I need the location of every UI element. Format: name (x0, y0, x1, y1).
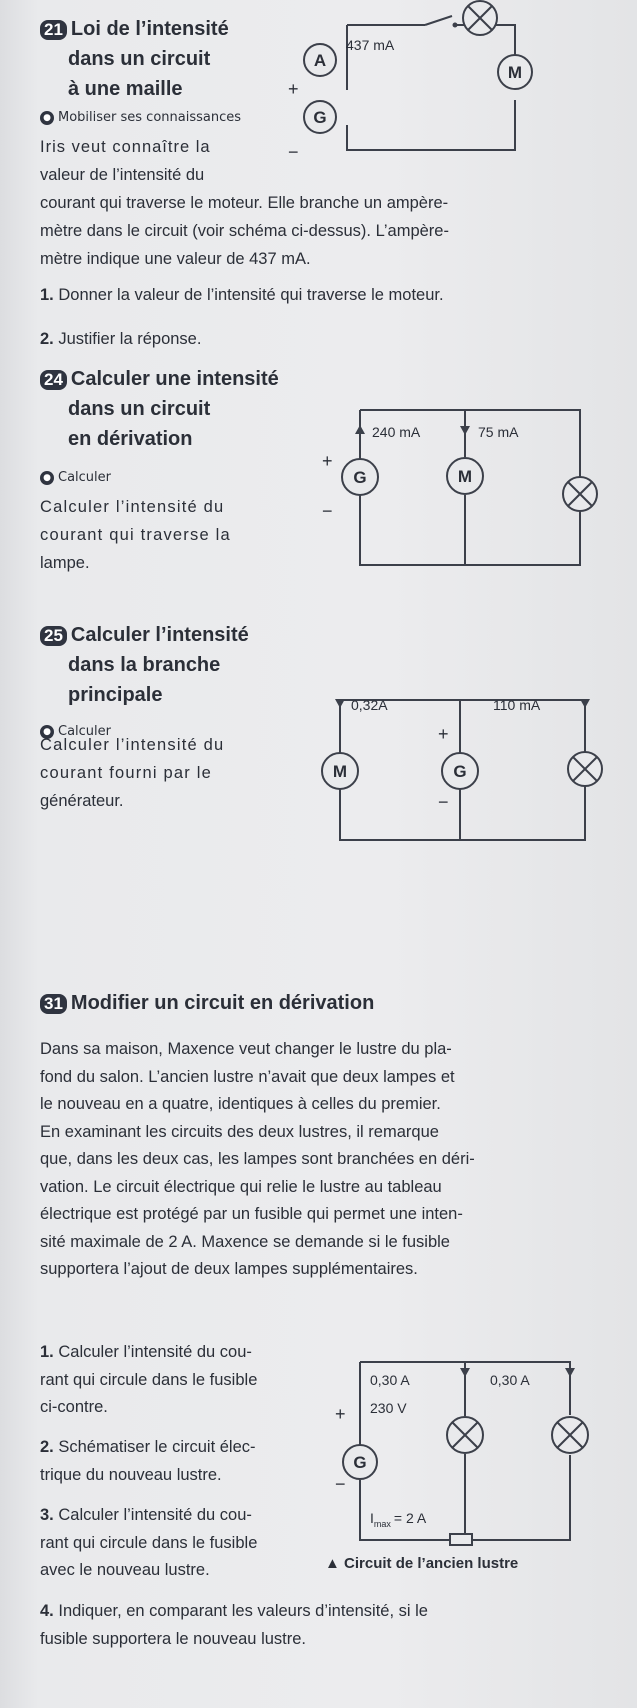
ex31-circuit-diagram (315, 1340, 615, 1590)
skill-icon: ● (40, 725, 54, 739)
ex21-intro-1: Iris veut connaître la (40, 138, 211, 156)
ex24-body-2: courant qui traverse la (40, 526, 231, 544)
ex25-arrow-down-icon (335, 699, 345, 708)
ex24-plus-sign: + (322, 451, 333, 471)
ex24-body-1: Calculer l’intensité du (40, 498, 225, 516)
ex31-imax: $I_{max} = 2$ A (370, 1510, 427, 1529)
ex31-title: 31 Modifier un circuit en dérivation (40, 992, 374, 1015)
ex24-circuit-diagram (310, 395, 600, 595)
svg-text:G: G (313, 108, 327, 127)
ex24-minus-sign: − (322, 501, 333, 521)
ex31-lamp-icon-1 (447, 1417, 483, 1453)
ex24-body-3: lampe. (40, 554, 90, 572)
ex25-number: 25 (40, 626, 67, 646)
svg-text:G: G (453, 762, 467, 781)
ex31-minus-sign: − (335, 1474, 346, 1494)
ex25-title-line2: dans la branche (68, 654, 221, 676)
ex31-current-1: 0,30 A (370, 1372, 410, 1388)
ex24-arrow-down-icon (460, 426, 470, 435)
ex21-body-1: courant qui traverse le moteur. Elle branche un ampère- (40, 194, 449, 212)
ex31-arrow-down-icon-2 (565, 1368, 575, 1377)
ex21-current-label: 437 mA (346, 37, 395, 53)
svg-text:M: M (457, 467, 473, 486)
ex21-number: 21 (40, 20, 67, 40)
ex21-question-1: 1. Donner la valeur de l’intensité qui traverse le moteur. (40, 286, 444, 304)
ex31-current-2: 0,30 A (490, 1372, 530, 1388)
ex21-question-2: 2. Justifier la réponse. (40, 330, 202, 348)
ex21-switch (425, 16, 452, 25)
ex31-caption: ▲ Circuit de l’ancien lustre (325, 1555, 519, 1572)
ex21-minus-sign: − (288, 142, 299, 162)
ex25-body-1: Calculer l’intensité du (40, 736, 225, 754)
ex25-title-line3: principale (68, 684, 163, 706)
skill-icon: ● (40, 111, 54, 125)
ex25-motor-current: 0,32A (351, 697, 388, 713)
ex25-body-3: générateur. (40, 792, 124, 810)
ex21-title: 21 Loi de l’intensité (40, 18, 229, 41)
ex31-fuse-icon (450, 1534, 472, 1545)
ex31-lamp-icon-2 (552, 1417, 588, 1453)
ex25-arrow-down-icon-2 (580, 699, 590, 708)
ex21-intro-2: valeur de l’intensité du (40, 166, 205, 184)
ex31-body: Dans sa maison, Maxence veut changer le lustre du pla- fond du salon. L’ancien lustre n’avait que deux lampes et le nouveau en a quatre, identiques à celles du premier. En examinant les circuits des deux lustres, il remarque que, dans les deux cas, les lampes sont branchées en déri- vation. Le circuit électrique qui relie le lustre au tableau électrique est protégé par un fusible qui permet une inten- sité maximale de 2 A. Maxence se demande si le fusible supportera l’ajout de deux lampes supplémentaires. (40, 1040, 475, 1278)
ex24-number: 24 (40, 370, 67, 390)
ex25-lamp-icon (568, 752, 602, 786)
ex21-title-line3: à une maille (68, 78, 183, 100)
ex25-minus-sign: − (438, 792, 449, 812)
ex31-question-3: 3. Calculer l’intensité du cou- rant qui circule dans le fusible avec le nouveau lustre. (40, 1506, 258, 1579)
ex21-circuit-diagram (288, 0, 600, 175)
ex24-title-line2: dans un circuit (68, 398, 211, 420)
ex21-skill: ● Mobiliser ses connaissances (40, 110, 241, 125)
ex25-motor-icon (322, 753, 358, 789)
skill-icon: ● (40, 471, 54, 485)
svg-text:M: M (332, 762, 348, 781)
ex24-arrow-up-icon (355, 425, 365, 434)
ex21-body-3: mètre indique une valeur de 437 mA. (40, 250, 311, 268)
ex21-generator-icon (304, 101, 336, 133)
ex25-plus-sign: + (438, 724, 449, 744)
ex31-plus-sign: + (335, 1404, 346, 1424)
ex21-body-2: mètre dans le circuit (voir schéma ci-dessus). L’ampère- (40, 222, 449, 240)
ex31-question-4: 4. Indiquer, en comparant les valeurs d’intensité, si le fusible supportera le nouveau lustre. (40, 1602, 428, 1648)
ex25-circuit-diagram (315, 680, 605, 855)
ex24-gen-current: 240 mA (372, 424, 421, 440)
ex25-skill: ● Calculer (40, 724, 111, 739)
svg-text:G: G (353, 1453, 367, 1472)
ex21-title-line2: dans un circuit (68, 48, 211, 70)
ex24-title: 24 Calculer une intensité (40, 368, 279, 391)
ex31-question-2: 2. Schématiser le circuit élec- trique du nouveau lustre. (40, 1438, 256, 1484)
ex21-motor-icon (498, 55, 532, 89)
ex25-title: 25 Calculer l’intensité (40, 624, 249, 647)
ex24-motor-icon (447, 458, 483, 494)
ex31-generator-icon (343, 1445, 377, 1479)
ex24-generator-icon (342, 459, 378, 495)
svg-text:M: M (507, 63, 523, 82)
ex31-number: 31 (40, 994, 67, 1014)
ex21-plus-sign: + (288, 79, 299, 99)
ex25-lamp-current: 110 mA (493, 697, 541, 713)
ex31-arrow-down-icon-1 (460, 1368, 470, 1377)
ex25-body-2: courant fourni par le (40, 764, 212, 782)
ex21-switch-contact (453, 23, 458, 28)
ex31-voltage: 230 V (370, 1400, 407, 1416)
ex31-question-1: 1. Calculer l’intensité du cou- rant qui circule dans le fusible ci-contre. (40, 1343, 258, 1416)
ex25-generator-icon (442, 753, 478, 789)
ex21-lamp-icon (463, 1, 497, 35)
svg-text:G: G (353, 468, 367, 487)
svg-text:A: A (313, 51, 327, 70)
ex24-motor-current: 75 mA (478, 424, 519, 440)
ex24-lamp-icon (563, 477, 597, 511)
ex24-skill: ● Calculer (40, 470, 111, 485)
ex24-title-line3: en dérivation (68, 428, 193, 450)
ex21-ammeter-icon (304, 44, 336, 76)
